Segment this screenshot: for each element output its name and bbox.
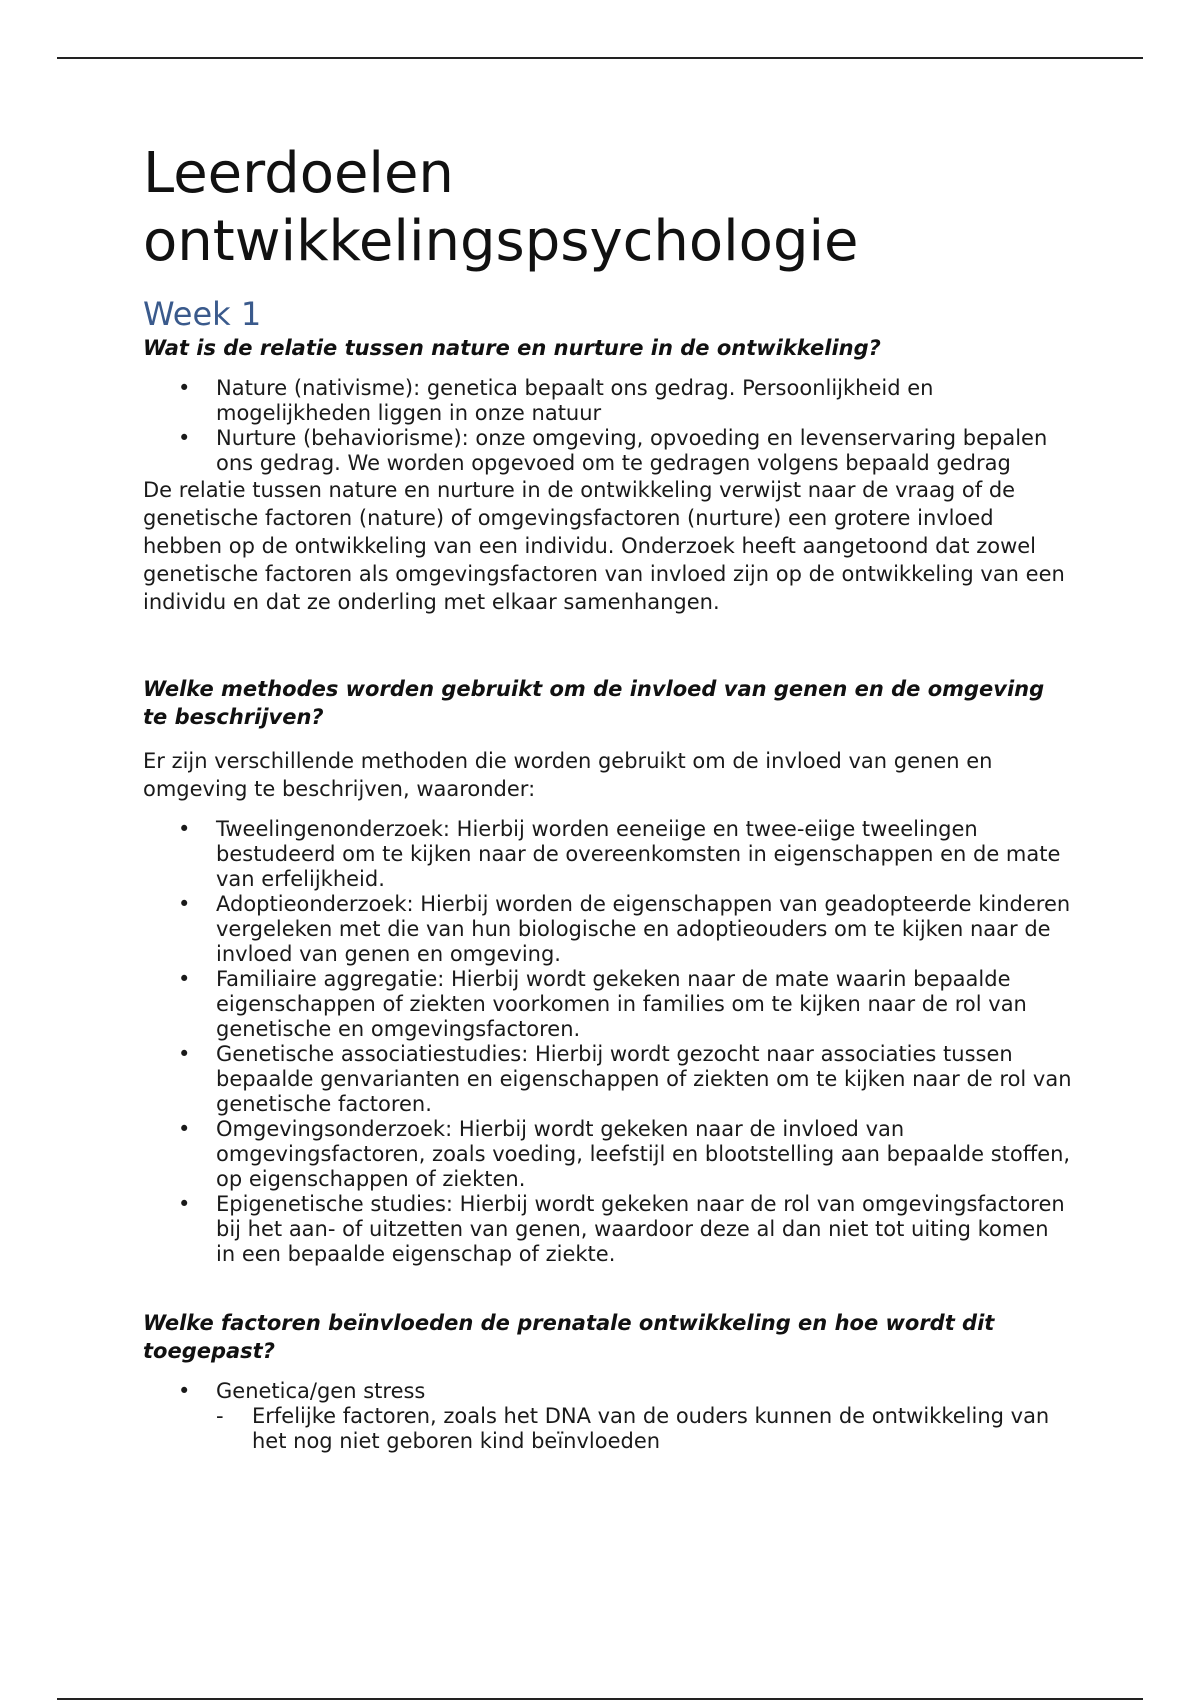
section-methods: [143, 675, 1073, 1267]
list-item: • Nature (nativisme): genetica bepaalt ons gedrag. Persoonlijkheid en mogelijkheden liggen in onze natuur: [178, 376, 934, 425]
sub-list-item: - Erfelijke factoren, zoals het DNA van de ouders kunnen de ontwikkeling van het nog niet geboren kind beïnvloeden: [216, 1404, 1050, 1453]
dash-icon: -: [216, 1404, 224, 1428]
week-heading: Week 1: [143, 295, 262, 333]
list-item: • Familiaire aggregatie: Hierbij wordt gekeken naar de mate waarin bepaalde eigenschappen of ziekten voorkomen in families om te kijken naar de rol van genetische en omgevingsfactoren.: [178, 967, 1027, 1041]
bullet-icon: •: [178, 967, 191, 991]
bullet-icon: •: [178, 1042, 191, 1066]
bullet-icon: •: [178, 426, 191, 450]
bullet-list: [143, 817, 1073, 1267]
list-item: • Adoptieonderzoek: Hierbij worden de eigenschappen van geadopteerde kinderen vergeleken met die van hun biologische en adoptieouders om te kijken naar de invloed van genen en omgeving.: [178, 892, 1071, 966]
question-heading: Wat is de relatie tussen nature en nurture in de ontwikkeling?: [143, 336, 881, 360]
question-heading: Welke methodes worden gebruikt om de invloed van genen en de omgeving te beschrijven?: [143, 677, 1045, 729]
section-nature-nurture: [143, 334, 1073, 616]
bullet-icon: •: [178, 892, 191, 916]
section-prenatal: [143, 1309, 1073, 1454]
list-item: • Genetica/gen stress - Erfelijke factoren, zoals het DNA van de ouders kunnen de ontwikkeling van het nog niet geboren kind beïnvloeden: [143, 1379, 1073, 1454]
bullet-icon: •: [178, 376, 191, 400]
list-item: • Tweelingenonderzoek: Hierbij worden eeneiige en twee-eiige tweelingen bestudeerd om te kijken naar de overeenkomsten in eigenschappen en de mate van erfelijkheid.: [178, 817, 1061, 891]
header-rule: [57, 57, 1143, 59]
list-item: • Nurture (behaviorisme): onze omgeving, opvoeding en levenservaring bepalen ons gedrag. We worden opgevoed om te gedragen volgens bepaald gedrag: [178, 426, 1048, 475]
bullet-icon: •: [178, 1192, 191, 1216]
bullet-icon: •: [178, 1117, 191, 1141]
document-body: [143, 140, 1073, 1454]
paragraph: De relatie tussen nature en nurture in de ontwikkeling verwijst naar de vraag of de genetische factoren (nature) of omgevingsfactoren (nurture) een grotere invloed hebben op de ontwikkeling van een individu. Onderzoek heeft aangetoond dat zowel genetische factoren als omgevingsfactoren van invloed zijn op de ontwikkeling van een individu en dat ze onderling met elkaar samenhangen.: [143, 478, 1065, 614]
paragraph: Er zijn verschillende methoden die worden gebruikt om de invloed van genen en omgeving te beschrijven, waaronder:: [143, 749, 993, 801]
bullet-icon: •: [178, 1379, 191, 1403]
list-item: • Epigenetische studies: Hierbij wordt gekeken naar de rol van omgevingsfactoren bij het aan- of uitzetten van genen, waardoor deze al dan niet tot uiting komen in een bepaalde eigenschap of ziekte.: [178, 1192, 1065, 1266]
bullet-icon: •: [178, 817, 191, 841]
bullet-list: [143, 1379, 1073, 1454]
bullet-list: [143, 376, 1073, 476]
list-item: • Omgevingsonderzoek: Hierbij wordt gekeken naar de invloed van omgevingsfactoren, zoals voeding, leefstijl en blootstelling aan bepaalde stoffen, op eigenschappen of ziekten.: [178, 1117, 1071, 1191]
sub-list: [216, 1404, 1073, 1454]
question-heading: Welke factoren beïnvloeden de prenatale ontwikkeling en hoe wordt dit toegepast?: [143, 1311, 995, 1363]
list-item: • Genetische associatiestudies: Hierbij wordt gezocht naar associaties tussen bepaalde genvarianten en eigenschappen of ziekten om te kijken naar de rol van genetische factoren.: [178, 1042, 1072, 1116]
document-title: Leerdoelen ontwikkelingspsychologie: [143, 141, 859, 274]
